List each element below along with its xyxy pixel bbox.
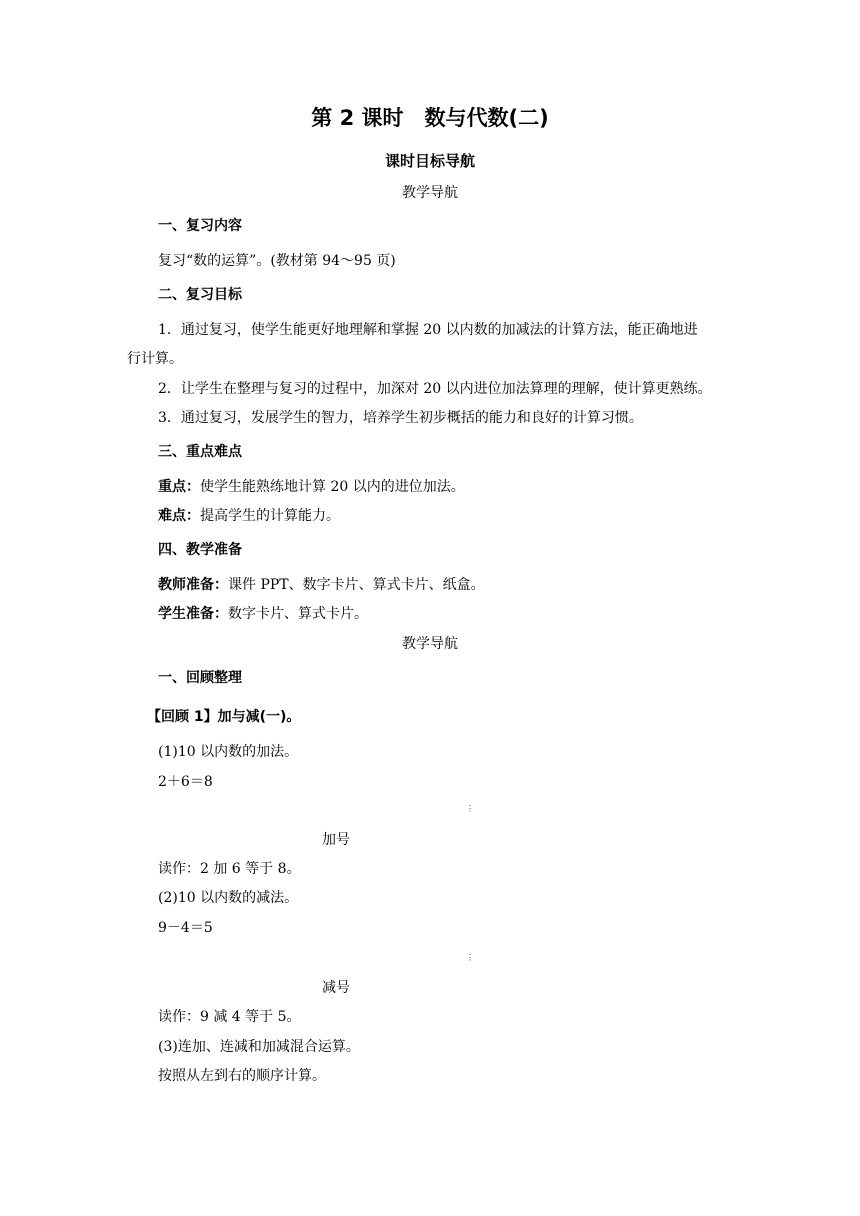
addition-reading: 读作：2 加 6 等于 8。 [158, 861, 301, 877]
goal-item-1: 1．通过复习，使学生能更好地理解和掌握 20 以内数的加减法的计算方法，能正确地进 [158, 322, 698, 338]
nav-label: 教学导航 [402, 185, 458, 201]
section-heading-review-organize: 一、回顾整理 [158, 670, 242, 686]
goal-item-1-continued: 行计算。 [127, 351, 183, 367]
plus-sign-label: 加号 [322, 832, 350, 848]
addition-title: (1)10 以内数的加法。 [158, 744, 299, 760]
key-point-text: 使学生能熟练地计算 20 以内的进位加法。 [200, 479, 465, 495]
page-title: 第 2 课时 数与代数(二) [311, 106, 549, 130]
teacher-prep-line [158, 576, 485, 594]
goal-item-3: 3．通过复习，发展学生的智力，培养学生初步概括的能力和良好的计算习惯。 [158, 410, 643, 426]
student-prep-text: 数字卡片、算式卡片。 [228, 606, 368, 622]
subtraction-expression: 9－4＝5 [158, 920, 213, 936]
mixed-operations-title: (3)连加、连减和加减混合运算。 [158, 1039, 360, 1055]
subtraction-dotted-pointer: ⋮ [466, 953, 474, 962]
review-1-heading: 【回顾 1】加与减(一)。 [147, 709, 301, 725]
key-point-label: 重点： [158, 479, 200, 495]
review-content-text: 复习“数的运算”。(教材第 94～95 页) [158, 253, 396, 269]
difficulty-line [158, 507, 340, 525]
subtraction-title: (2)10 以内数的减法。 [158, 890, 299, 906]
key-point-line [158, 478, 465, 496]
section-heading-review-goals: 二、复习目标 [158, 287, 242, 303]
teacher-prep-text: 课件 PPT、数字卡片、算式卡片、纸盒。 [228, 577, 485, 593]
difficulty-label: 难点： [158, 508, 200, 524]
mixed-operations-rule: 按照从左到右的顺序计算。 [158, 1068, 326, 1084]
difficulty-text: 提高学生的计算能力。 [200, 508, 340, 524]
page-subtitle: 课时目标导航 [384, 152, 475, 170]
addition-expression: 2＋6＝8 [158, 774, 213, 790]
section-heading-key-points: 三、重点难点 [158, 444, 242, 460]
teacher-prep-label: 教师准备： [158, 577, 228, 593]
nav-label-2: 教学导航 [402, 636, 458, 652]
section-heading-preparation: 四、教学准备 [158, 542, 242, 558]
student-prep-label: 学生准备： [158, 606, 228, 622]
minus-sign-label: 减号 [322, 980, 350, 996]
addition-dotted-pointer: ⋮ [466, 804, 474, 813]
goal-item-2: 2．让学生在整理与复习的过程中，加深对 20 以内进位加法算理的理解，使计算更熟练。 [158, 381, 712, 397]
student-prep-line [158, 605, 368, 623]
section-heading-review-content: 一、复习内容 [158, 218, 242, 234]
subtraction-reading: 读作：9 减 4 等于 5。 [158, 1009, 301, 1025]
